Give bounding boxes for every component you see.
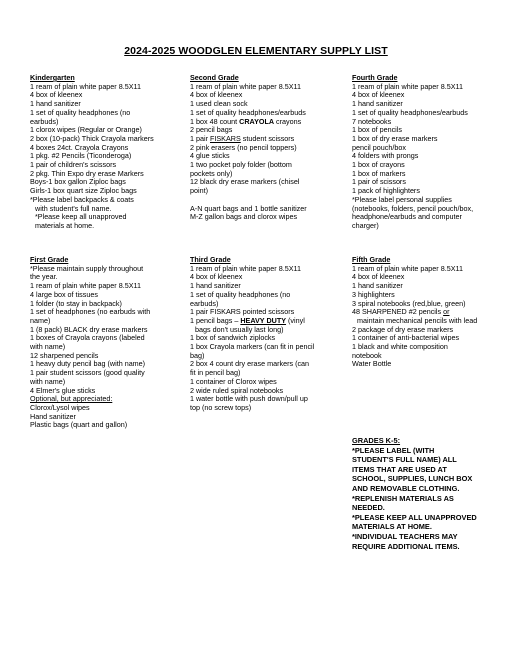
list-item: 1 box of pencils [352,125,402,135]
list-item: pencil pouch/box [352,142,406,152]
list-item: charger) [352,220,379,230]
list-item: materials at home. [35,220,95,230]
note-line: ITEMS THAT ARE USED AT [352,464,447,474]
note-line: *INDIVIDUAL TEACHERS MAY [352,531,458,541]
heavy-duty-emphasis: HEAVY DUTY [240,315,287,325]
list-item: 1 hand sanitizer [352,281,403,291]
list-item: 1 box of dry erase markers [352,133,438,143]
list-item-text: (vinyl [288,315,305,325]
note-line: STUDENT'S FULL NAME) ALL [352,455,457,465]
list-item: with name) [30,342,66,352]
brand-fiskars: FISKARS [209,133,241,143]
list-item: 1 ream of plain white paper 8.5X11 [352,81,463,91]
list-item: 1 pack of highlighters [352,186,420,196]
list-item: 1 boxes of Crayola crayons (labeled [30,333,145,343]
list-item: 1 heavy duty pencil bag (with name) [30,359,146,369]
list-item: 1 box Crayola markers (can fit in pencil [190,342,315,352]
list-item: 1 hand sanitizer [30,99,81,109]
list-item: 1 ream of plain white paper 8.5X11 [30,81,141,91]
list-item: fit in pencil bag) [190,368,241,378]
list-item: notebook [352,350,382,360]
list-item: 2 package of dry erase markers [352,324,454,334]
list-item: 2 box 4 count dry erase markers (can [190,359,310,369]
list-item: bags don't usually last long) [195,324,284,334]
list-item: maintain mechanical pencils with lead [357,315,478,325]
list-item-text: student scissors [242,133,295,143]
first-grade-section [30,256,182,430]
note-line: REQUIRE ADDITIONAL ITEMS. [352,541,460,551]
list-item: 4 large box of tissues [30,289,98,299]
list-item: 1 pair student scissors (good quality [30,368,145,378]
list-item: Clorox/Lysol wipes [30,402,90,412]
note-line: MATERIALS AT HOME. [352,522,432,532]
list-item: 7 notebooks [352,116,392,126]
list-item: Water Bottle [352,359,392,369]
list-item: with student's full name. [35,203,112,213]
list-item: 1 set of quality headphones (no [30,107,131,117]
second-grade-section [190,74,342,222]
general-notes [352,436,482,551]
list-item: earbuds) [30,116,59,126]
list-item: 1 ream of plain white paper 8.5X11 [190,81,301,91]
brand-crayola: CRAYOLA [239,116,275,126]
list-item: 12 sharpened pencils [30,350,99,360]
list-item: 1 set of quality headphones (no [190,289,291,299]
note-line: *PLEASE KEEP ALL UNAPPROVED [352,512,477,522]
list-item: *Please label backpacks & coats [30,194,134,204]
list-item: 4 Elmer's glue sticks [30,385,96,395]
list-item-text: 1 box 48 count [190,116,238,126]
note-line: NEEDED. [352,503,385,513]
fifth-grade-heading: Fifth Grade [352,255,391,264]
list-item: earbuds) [190,298,219,308]
page-title: 2024-2025 WOODGLEN ELEMENTARY SUPPLY LIST [124,45,388,57]
list-item: 2 box (10-pack) Thick Crayola markers [30,133,154,143]
note-line: *REPLENISH MATERIALS AS [352,493,454,503]
list-item: 1 container of Clorox wipes [190,376,277,386]
notes-heading: GRADES K-5: [352,436,401,445]
list-item: with name) [30,376,66,386]
list-item: 1 box of markers [352,168,406,178]
list-item: 1 pair of children's scissors [30,160,117,170]
list-item: *Please maintain supply throughout [30,263,144,273]
list-item: Boys-1 box gallon Ziploc bags [30,177,126,187]
list-item: 2 pkg. Thin Expo dry erase Markers [30,168,144,178]
fourth-grade-heading: Fourth Grade [352,73,398,82]
list-item: 4 box of kleenex [352,90,405,100]
list-item-text: 48 SHARPENED #2 pencils [352,307,442,317]
note-line: *PLEASE LABEL (WITH [352,445,435,455]
list-item: 1 container of anti-bacterial wipes [352,333,460,343]
list-item: 4 box of kleenex [190,90,243,100]
list-item: 4 box of kleenex [30,90,83,100]
fourth-grade-section [352,74,504,231]
second-grade-heading: Second Grade [190,73,239,82]
list-item: 1 (8 pack) BLACK dry erase markers [30,324,148,334]
third-grade-heading: Third Grade [190,255,231,264]
list-item: point) [190,186,208,196]
list-item: Plastic bags (quart and gallon) [30,420,128,430]
kindergarten-heading: Kindergarten [30,73,75,82]
list-item: 3 highlighters [352,289,395,299]
list-item: *Please keep all unapproved [35,212,127,222]
fifth-grade-section [352,256,504,369]
kindergarten-section [30,74,182,231]
list-item: 1 water bottle with push down/pull up [190,394,308,404]
list-item: 1 ream of plain white paper 8.5X11 [190,263,301,273]
list-item: A-N quart bags and 1 bottle sanitizer [190,203,307,213]
list-item: 1 black and white composition [352,342,448,352]
list-item: Hand sanitizer [30,411,76,421]
list-item: 1 ream of plain white paper 8.5X11 [352,263,463,273]
list-item: 1 clorox wipes (Regular or Orange) [30,125,142,135]
list-item: 3 spiral notebooks (red,blue, green) [352,298,466,308]
optional-subheading: Optional, but appreciated: [30,394,113,404]
list-item: M-Z gallon bags and clorox wipes [190,212,298,222]
list-item-text: 1 pair [190,133,208,143]
list-item: 1 set of quality headphones/earbuds [352,107,468,117]
note-line: SCHOOL, SUPPLIES, LUNCH BOX [352,474,473,484]
list-item: 2 wide ruled spiral notebooks [190,385,284,395]
list-item: *Please label personal supplies [352,194,452,204]
list-item: 2 pencil bags [190,125,233,135]
list-item: 1 used clean sock [190,99,248,109]
list-item: pockets only) [190,168,233,178]
list-item: 4 boxes 24ct. Crayola Crayons [30,142,129,152]
note-line: AND REMOVABLE CLOTHING. [352,483,460,493]
list-item: 1 hand sanitizer [352,99,403,109]
list-item: the year. [30,272,58,282]
list-item: 2 pink erasers (no pencil toppers) [190,142,297,152]
list-item: headphone/earbuds and computer [352,212,462,222]
list-item: 1 set of quality headphones/earbuds [190,107,306,117]
list-item: 1 pkg. #2 Pencils (Ticonderoga) [30,151,132,161]
list-item: 1 ream of plain white paper 8.5X11 [30,281,141,291]
list-item: bag) [190,350,205,360]
list-item: 1 two pocket poly folder (bottom [190,160,292,170]
third-grade-section [190,256,342,413]
list-item-text: 1 pencil bags – [190,315,239,325]
list-item-text: crayons [276,116,302,126]
list-item: 4 box of kleenex [190,272,243,282]
list-item: 4 glue sticks [190,151,230,161]
or-emphasis: or [443,307,450,317]
list-item: 1 box of crayons [352,160,405,170]
list-item: 1 set of headphones (no earbuds with [30,307,151,317]
list-item: (notebooks, folders, pencil pouch/box, [352,203,474,213]
list-item: 1 pair FISKARS pointed scissors [190,307,295,317]
list-item: 1 folder (to stay in backpack) [30,298,122,308]
list-item: top (no screw tops) [190,402,252,412]
list-item: 4 box of kleenex [352,272,405,282]
list-item: 1 pair of scissors [352,177,406,187]
list-item: 1 box of sandwich ziplocks [190,333,276,343]
list-item: 12 black dry erase markers (chisel [190,177,300,187]
first-grade-heading: First Grade [30,255,69,264]
list-item: name) [30,315,51,325]
list-item: Girls-1 box quart size Ziploc bags [30,186,137,196]
list-item: 1 hand sanitizer [190,281,241,291]
list-item: 4 folders with prongs [352,151,419,161]
